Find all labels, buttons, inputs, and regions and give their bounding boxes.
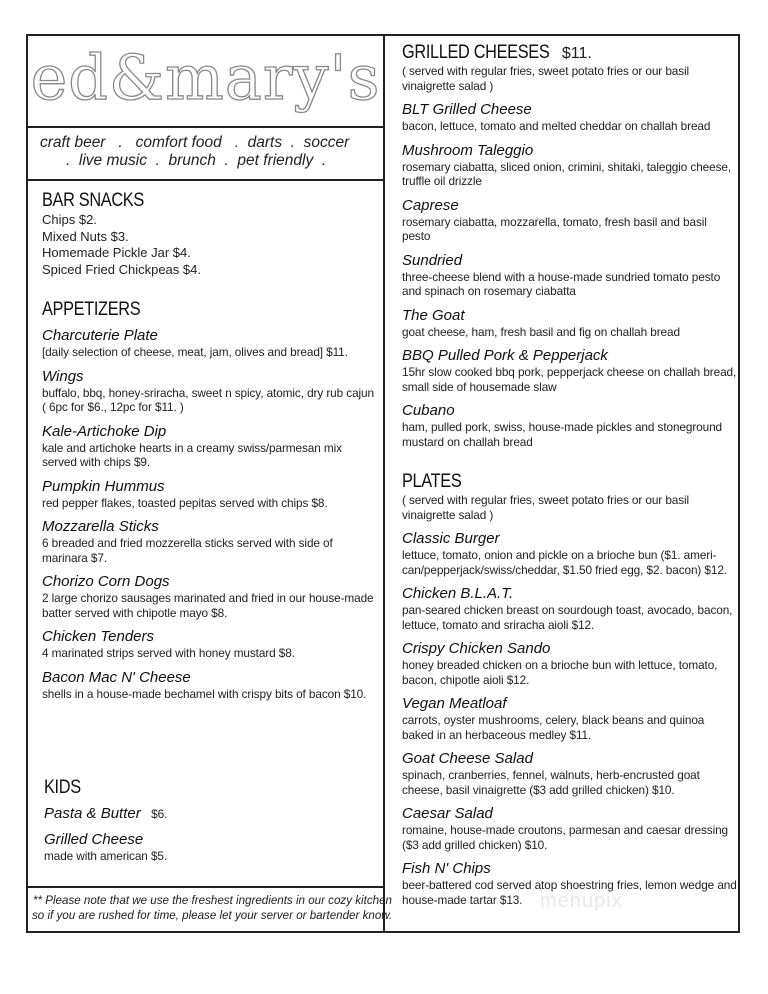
item-desc: ham, pulled pork, swiss, house-made pickles and stoneground mustard on challah bread [402,420,723,449]
menu-item [42,423,377,470]
item-name: The Goat [402,306,465,324]
item-desc: romaine, house-made croutons, parmesan and caesar dressing ($3 add grilled chicken) $10. [402,823,729,852]
item-desc: [daily selection of cheese, meat, jam, olives and bread] $11. [42,345,348,359]
item-name: Wings [42,367,84,385]
note-line-1: ** Please note that we use the freshest ingredients in our cozy kitchen [33,894,392,907]
menu-item [42,518,377,565]
item-name: Classic Burger [402,530,500,547]
item-price: $6. [151,807,168,821]
item-desc: beer-battered cod served atop shoestring fries, lemon wedge and house-made tartar $13. [402,878,737,907]
item-name: Pumpkin Hummus [42,477,165,495]
item-name: Mushroom Taleggio [402,141,534,159]
menu-item [402,197,737,244]
section-title-grilled-cheeses: GRILLED CHEESES [402,42,550,63]
item-desc: bacon, lettuce, tomato and melted cheddar on challah bread [402,119,711,133]
item-desc: honey breaded chicken on a brioche bun with lettuce, tomato, bacon, chipotle aioli $12. [402,658,718,687]
watermark: menupix [540,890,623,912]
item-name: BLT Grilled Cheese [402,101,532,118]
menu-item [42,368,377,415]
section-title-appetizers: APPETIZERS [42,299,141,320]
item-name: Fish N' Chips [402,860,491,877]
menu-item [402,805,737,852]
item-desc: buffalo, bbq, honey-sriracha, sweet n spicy, atomic, dry rub cajun ( 6pc for $6., 12pc for $11. ) [42,385,374,414]
right-column [402,42,737,915]
item-desc: 4 marinated strips served with honey mustard $8. [42,646,295,660]
item-desc: made with american $5. [44,849,168,863]
snack-item: Mixed Nuts $3. [42,228,129,244]
item-name: Chicken B.L.A.T. [402,585,514,602]
item-desc: shells in a house-made bechamel with crispy bits of bacon $10. [42,686,367,701]
grilled-cheeses-header [402,42,737,64]
item-desc: 15hr slow cooked bbq pork, pepperjack cheese on challah bread, small side of housemade slaw [402,365,737,394]
menu-item [44,805,374,823]
tagline-line-1: craft beer . comfort food . darts . soccer [40,134,350,151]
section-subtitle: ( served with regular fries, sweet potato fries or our basil vinaigrette salad ) [402,493,690,522]
section-price: $11. [561,45,592,62]
menu-item [402,402,737,449]
item-desc: pan-seared chicken breast on sourdough toast, avocado, bacon, lettuce, tomato and sriracha aioli $12. [402,603,733,632]
item-desc: rosemary ciabatta, sliced onion, crimini, shitaki, taleggio cheese, truffle oil drizzle [402,159,732,188]
item-name: Cubano [402,402,455,419]
item-name: Mozzarella Sticks [42,518,159,535]
note-box [28,886,393,932]
item-name: Vegan Meatloaf [402,695,507,712]
item-desc: 2 large chorizo sausages marinated and fried in our house-made batter served with chipotle mayo $8. [42,591,374,620]
section-title-plates: PLATES [402,471,462,492]
menu-item [42,327,377,360]
snack-item: Chips $2. [42,212,97,227]
tagline-line-2: . live music . brunch . pet friendly . [66,152,327,169]
item-name: Goat Cheese Salad [402,750,533,767]
section-title-kids: KIDS [44,777,81,798]
item-name: Chicken Tenders [42,628,155,645]
menu-item [402,750,737,797]
item-desc: goat cheese, ham, fresh basil and fig on challah bread [402,324,680,339]
item-name: Grilled Cheese [44,831,144,848]
section-title-bar-snacks: BAR SNACKS [42,190,144,211]
left-column [42,190,377,709]
item-desc: red pepper flakes, toasted pepitas served with chips $8. [42,495,328,510]
item-desc: kale and artichoke hearts in a creamy swiss/parmesan mix served with chips $9. [42,440,342,469]
item-name: Crispy Chicken Sando [402,640,551,657]
column-divider [383,34,385,933]
menu-item [402,640,737,687]
item-name: Pasta & Butter [44,805,141,822]
menu-item [402,142,737,189]
item-name: Sundried [402,251,463,269]
restaurant-logo: ed&mary's [30,41,381,114]
item-name: Caprese [402,196,459,214]
menu-item [402,347,737,394]
menu-item [402,307,737,340]
item-desc: spinach, cranberries, fennel, walnuts, herb-encrusted goat cheese, basil vinaigrette ($3 add grilled chicken) $10. [402,768,700,797]
menu-item [402,695,737,742]
menu-item [402,101,737,134]
item-desc: rosemary ciabatta, mozzarella, tomato, fresh basil and basil pesto [402,214,707,243]
snack-item: Homemade Pickle Jar $4. [42,245,191,260]
item-desc: 6 breaded and fried mozzerella sticks served with side of marinara $7. [42,536,333,565]
note-line-2: so if you are rushed for time, please let your server or bartender know. [32,909,393,922]
menu-item [42,669,377,702]
menu-item [402,252,737,299]
menu-item [42,573,377,620]
item-name: Kale-Artichoke Dip [42,422,167,440]
item-name: Chorizo Corn Dogs [42,573,170,590]
menu-item [42,478,377,511]
item-name: Charcuterie Plate [42,327,158,344]
kids-section [44,777,374,872]
tagline-box [28,127,383,181]
item-name: BBQ Pulled Pork & Pepperjack [402,347,608,364]
snack-item: Spiced Fried Chickpeas $4. [42,261,201,277]
logo-box [28,36,383,128]
menu-item [402,585,737,632]
menu-item [42,628,377,661]
item-name: Bacon Mac N' Cheese [42,668,191,686]
item-desc: three-cheese blend with a house-made sundried tomato pesto and spinach on rosemary ciabatta [402,269,721,298]
item-desc: carrots, oyster mushrooms, celery, black beans and quinoa baked in an herbaceous medley $11. [402,713,705,742]
menu-item [402,530,737,577]
section-subtitle: ( served with regular fries, sweet potato fries or our basil vinaigrette salad ) [402,64,690,93]
item-name: Caesar Salad [402,805,493,822]
item-desc: lettuce, tomato, onion and pickle on a brioche bun ($1. ameri-can/pepperjack/swiss/cheddar, $1.50 fried egg, $2. bacon) $12. [402,548,727,577]
menu-item [44,831,374,864]
